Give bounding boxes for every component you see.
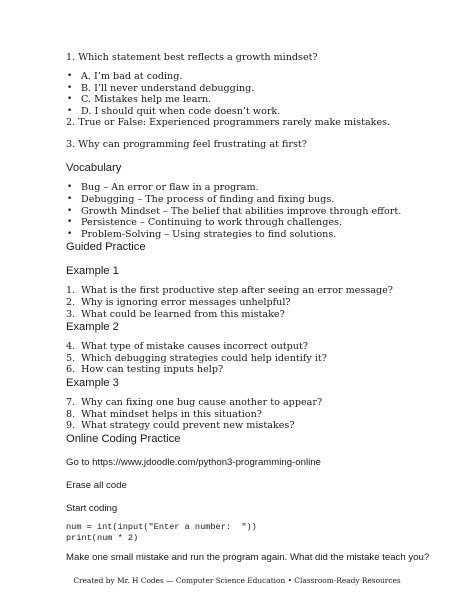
guided-question: 7. Why can fixing one bug cause another to appear? [66, 396, 323, 408]
vocabulary-heading: Vocabulary [66, 162, 122, 175]
start-instruction: Start coding [66, 502, 118, 514]
vocab-debugging: • Debugging – The process of finding and fixing bugs. [66, 194, 434, 206]
question-3: 3. Why can programming feel frustrating at first? [66, 139, 307, 151]
example-2-questions [66, 341, 434, 376]
footer-credit: Created by Mr. H Codes — Computer Science Education • Classroom-Ready Resources [73, 576, 401, 585]
goto-instruction: Go to https://www.jdoodle.com/python3-programming-online [66, 456, 321, 468]
example-3-heading: Example 3 [66, 376, 119, 389]
erase-instruction: Erase all code [66, 479, 127, 491]
vocab-persistence: • Persistence – Continuing to work through challenges. [66, 217, 434, 229]
example-1-heading: Example 1 [66, 265, 119, 278]
example-1-questions [66, 285, 434, 320]
option-b: • B. I’ll never understand debugging. [66, 83, 434, 95]
vocabulary-list [66, 182, 434, 240]
code-line-2: print(num * 2) [66, 532, 139, 543]
vocab-problem-solving: • Problem-Solving – Using strategies to find solutions. [66, 229, 434, 241]
question-1-options [66, 71, 434, 117]
online-practice-heading: Online Coding Practice [66, 432, 181, 445]
example-3-questions [66, 397, 434, 432]
code-line-1: num = int(input("Enter a number: ")) [66, 521, 257, 532]
option-c: • C. Mistakes help me learn. [66, 94, 434, 106]
option-d: • D. I should quit when code doesn’t work. [66, 106, 434, 118]
guided-question: 1. What is the first productive step after seeing an error message? [66, 285, 393, 297]
guided-question: 9. What strategy could prevent new mistakes? [66, 420, 295, 432]
guided-practice-heading: Guided Practice [66, 241, 146, 254]
question-1: 1. Which statement best reflects a growth mindset? [66, 52, 318, 63]
example-2-heading: Example 2 [66, 321, 119, 334]
option-a: • A. I’m bad at coding. [66, 71, 434, 83]
guided-question: 3. What could be learned from this mistake? [66, 308, 285, 320]
vocab-bug: • Bug – An error or flaw in a program. [66, 182, 434, 194]
guided-question: 4. What type of mistake causes incorrect output? [66, 341, 308, 353]
vocab-growth-mindset: • Growth Mindset – The belief that abilities improve through effort. [66, 206, 434, 218]
guided-question: 6. How can testing inputs help? [66, 364, 224, 376]
question-2: 2. True or False: Experienced programmers rarely make mistakes. [66, 117, 391, 129]
guided-question: 2. Why is ignoring error messages unhelpful? [66, 296, 291, 308]
guided-question: 8. What mindset helps in this situation? [66, 408, 262, 420]
closing-question: Make one small mistake and run the program again. What did the mistake teach you? [66, 551, 430, 563]
guided-question: 5. Which debugging strategies could help identify it? [66, 352, 327, 364]
